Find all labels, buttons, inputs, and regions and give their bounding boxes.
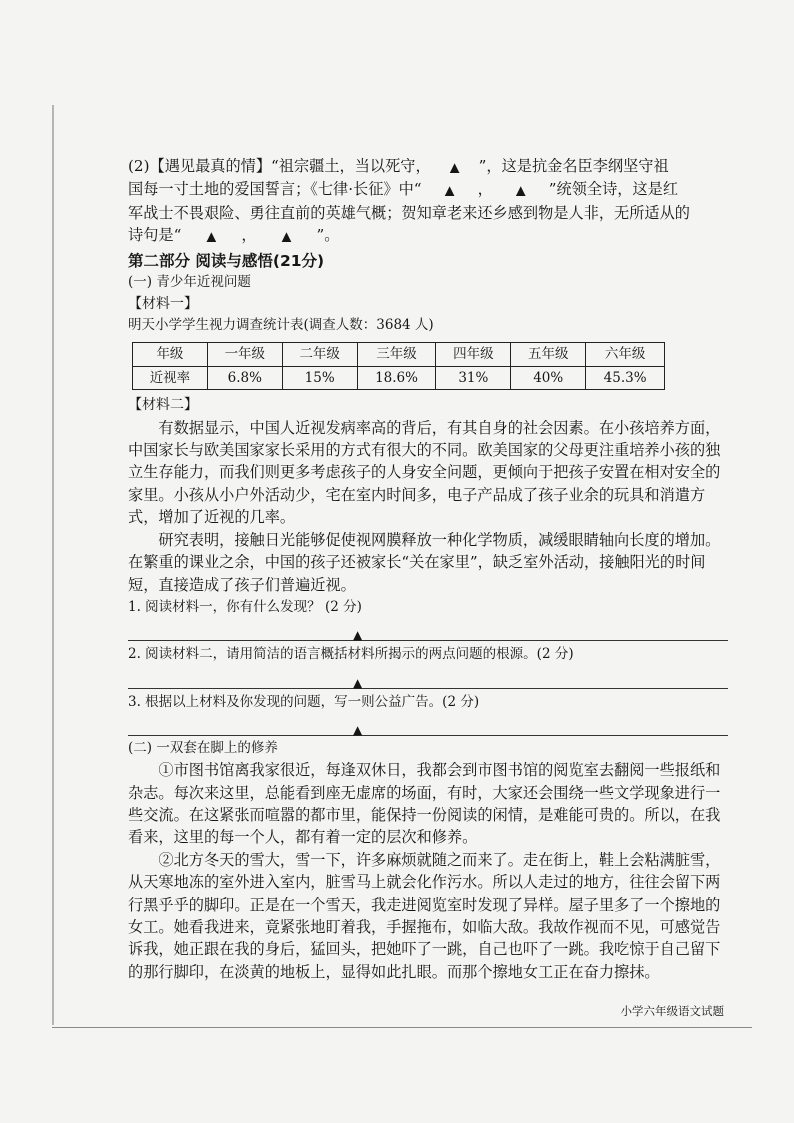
table-caption: 明天小学学生视力调查统计表(调查人数：3684 人) <box>128 317 434 334</box>
q2-text: 诗句是“ <box>128 226 182 245</box>
table-header-cell: 四年级 <box>436 343 511 366</box>
story-paragraph-1: ①市图书馆离我家很近，每逢双休日，我都会到市图书馆的阅览室去翻阅一些报纸和杂志。每次来这里，总能看到座无虚席的场面，有时，大家还会围绕一些文学现象进行一些交流。在这紧张而喧嚣的都市里，能保持一份阅读的闲情，是难能可贵的。所以，在我看来，这里的每一个人，都有着一定的层次和修养。 <box>128 761 721 847</box>
story-paragraph-2: ②北方冬天的雪大，雪一下，许多麻烦就随之而来了。走在街上，鞋上会粘满脏雪，从天寒地冻的室外进入室内，脏雪马上就会化作污水。所以人走过的地方，往往会留下两行黑乎乎的脚印。正是在一个雪天，我走进阅览室时发现了异样。屋子里多了一个擦地的女工。她看我进来，竟紧张地盯着我，手握拖布，如临大敌。我故作视而不见，可感觉告诉我，她正跟在我的身后，猛回头，把她吓了一跳，自己也吓了一跳。我吃惊于自己留下的那行脚印，在淡黄的地板上，显得如此扎眼。而那个擦地女工正在奋力擦抹。 <box>128 850 721 981</box>
answer-line-1[interactable] <box>128 620 728 641</box>
table-row <box>133 366 665 389</box>
table-header-cell: 三年级 <box>357 343 436 366</box>
q2-line-4: 诗句是“ ▲ ， ▲ ”。 <box>128 224 728 247</box>
answer-blank[interactable] <box>493 178 549 201</box>
blank-marker: ▲ <box>206 229 216 244</box>
q2-text: ”统领全诗，这是红 <box>548 180 679 199</box>
answer-blank[interactable] <box>257 224 317 247</box>
section2-title: (二) 一双套在脚上的修养 <box>128 740 278 757</box>
q2-text: 国每一寸土地的爱国誓言；《七律·长征》中“ <box>128 180 422 199</box>
table-cell: 40% <box>511 366 586 389</box>
material2-paragraph: 研究表明，接触日光能够促使视网膜释放一种化学物质，减缓眼睛轴向长度的增加。在繁重的课业之余，中国的孩子还被家长“关在家里”，缺乏室外活动，接触阳光的时间短，直接造成了孩子们普遍近视。 <box>128 530 721 594</box>
blank-marker: ▲ <box>450 160 460 174</box>
exam-content <box>128 155 728 983</box>
question-3: 3. 根据以上材料及你发现的问题，写一则公益广告。(2 分) <box>128 693 480 710</box>
page-scan-edge <box>52 105 54 1025</box>
answer-blank[interactable] <box>431 155 479 178</box>
answer-line-2[interactable] <box>128 668 728 689</box>
material1-label: 【材料一】 <box>128 296 198 313</box>
table-cell: 45.3% <box>586 366 665 389</box>
question-1: 1. 阅读材料一，你有什么发现？ (2 分) <box>128 598 362 615</box>
q2-line-3: 军战士不畏艰险、勇往直前的英雄气概；贺知章老来还乡感到物是人非，无所适从的 <box>128 203 690 222</box>
q2-text: ”。 <box>316 226 340 245</box>
table-cell: 31% <box>436 366 511 389</box>
material2-paragraph: 有数据显示，中国人近视发病率高的背后，有其自身的社会因素。在小孩培养方面，中国家长与欧美国家家长采用的方式有很大的不同。欧美国家的父母更注重培养小孩的独立生存能力，而我们则更多考虑孩子的人身安全问题，更倾向于把孩子安置在相对安全的家里。小孩从小户外活动少，宅在室内时间多，电子产品成了孩子业余的玩具和消遣方式，增加了近视的几率。 <box>128 418 721 527</box>
answer-marker: ▲ <box>353 723 363 738</box>
table-header-cell: 六年级 <box>586 343 665 366</box>
q2-text: (2)【遇见最真的情】“祖宗疆土，当以死守， <box>128 157 431 175</box>
page-footer: 小学六年级语文试题 <box>620 1004 724 1018</box>
answer-blank[interactable] <box>422 178 478 201</box>
blank-marker: ▲ <box>444 183 455 198</box>
answer-blank[interactable] <box>181 224 241 247</box>
answer-marker: ▲ <box>353 628 363 643</box>
answer-marker: ▲ <box>353 675 363 690</box>
q2-line-1 <box>128 155 728 178</box>
table-header-row <box>133 343 665 366</box>
table-header-cell: 五年级 <box>511 343 586 366</box>
table-header-cell: 二年级 <box>282 343 357 366</box>
table-cell: 18.6% <box>357 366 436 389</box>
section1-title: (一) 青少年近视问题 <box>128 274 251 291</box>
table-cell: 6.8% <box>207 366 282 389</box>
table-cell: 15% <box>282 366 357 389</box>
material2-label: 【材料二】 <box>128 397 198 414</box>
blank-marker: ▲ <box>281 229 292 244</box>
question-2: 2. 阅读材料二，请用简洁的语言概括材料所揭示的两点问题的根源。(2 分) <box>128 646 574 663</box>
answer-line-3[interactable] <box>128 715 728 736</box>
part2-title: 第二部分 阅读与感悟(21分) <box>128 251 325 270</box>
table-cell: 近视率 <box>133 366 208 389</box>
page-bottom-edge <box>52 1027 752 1028</box>
blank-marker: ▲ <box>516 183 526 198</box>
vision-survey-table <box>132 342 665 390</box>
q2-text: ”，这是抗金名臣李纲坚守祖 <box>478 157 669 175</box>
table-header-cell: 一年级 <box>207 343 282 366</box>
table-header-cell: 年级 <box>133 343 208 366</box>
q2-line-2: 国每一寸土地的爱国誓言；《七律·长征》中“ ▲ ， ▲ ”统领全诗，这是红 <box>128 178 728 201</box>
